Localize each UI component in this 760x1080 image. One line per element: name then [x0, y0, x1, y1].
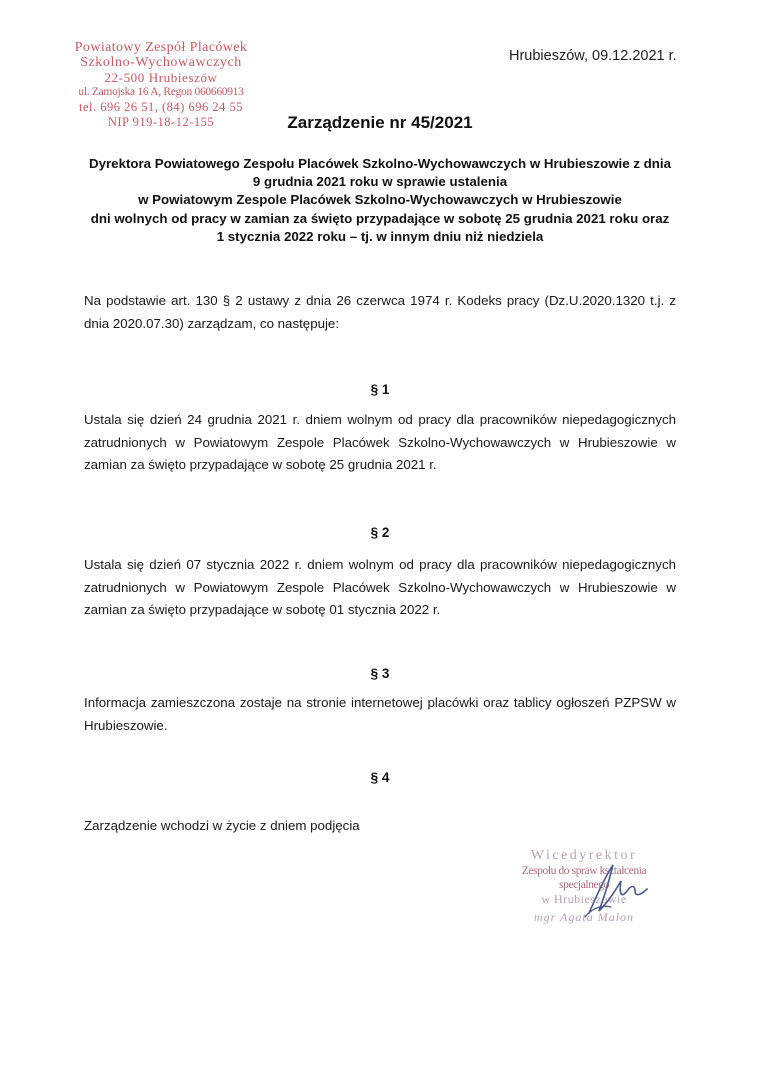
stamp-line-name: Powiatowy Zespół Placówek: [74, 40, 248, 55]
subject-line: 9 grudnia 2021 roku w sprawie ustalenia: [252, 174, 508, 190]
stamp-role: Wicedyrektor: [530, 848, 638, 863]
section-3-heading: § 3: [370, 666, 390, 681]
section-2-heading: § 2: [370, 525, 390, 540]
stamp-person: mgr Agata Malon: [533, 910, 635, 924]
section-4-text: Zarządzenie wchodzi w życie z dniem podjęcia: [84, 818, 360, 833]
document-subject: [84, 155, 676, 246]
section-1-text: Ustala się dzień 24 grudnia 2021 r. dniem wolnym od pracy dla pracowników niepedagogicznych zatrudnionych w Powiatowym Zespole Placówek Szkolno-Wychowawczych w Hrubieszowie w zamian za święto przypadające w sobotę 25 grudnia 2021 r.: [84, 412, 676, 472]
place-and-date: Hrubieszów, 09.12.2021 r.: [509, 48, 677, 64]
subject-line: Dyrektora Powiatowego Zespołu Placówek Szkolno-Wychowawczych w Hrubieszowie z dnia: [89, 156, 671, 171]
stamp-line-postal: 22-500 Hrubieszów: [104, 70, 218, 85]
document-title: Zarządzenie nr 45/2021: [287, 113, 473, 132]
stamp-city: w Hrubieszowie: [541, 892, 627, 906]
stamp-unit: Zespołu do spraw kształcenia specjalnego: [521, 865, 647, 891]
stamp-line-address: ul. Zamojska 16 A, Regon 060660913: [78, 86, 244, 98]
subject-line: w Powiatowym Zespole Placówek Szkolno-Wychowawczych w Hrubieszowie: [138, 192, 622, 208]
stamp-line-name-2: Szkolno-Wychowawczych: [80, 55, 242, 70]
section-1-heading: § 1: [370, 382, 390, 397]
section-3-text: Informacja zamieszczona zostaje na stronie internetowej placówki oraz tablicy ogłoszeń PZPSW w Hrubieszowie.: [84, 695, 676, 733]
subject-line: 1 stycznia 2022 roku – tj. w innym dniu niż niedziela: [216, 228, 544, 244]
handwritten-signature-icon: [575, 855, 655, 925]
section-4-heading: § 4: [370, 770, 390, 785]
section-2-text: Ustala się dzień 07 stycznia 2022 r. dniem wolnym od pracy dla pracowników niepedagogicznych zatrudnionych w Powiatowym Zespole Placówek Szkolno-Wychowawczych w Hrubieszowie w zamian za święto przypadające w sobotę 01 stycznia 2022 r.: [84, 557, 676, 617]
stamp-line-nip: NIP 919-18-12-155: [107, 115, 215, 129]
preamble-paragraph: Na podstawie art. 130 § 2 ustawy z dnia 26 czerwca 1974 r. Kodeks pracy (Dz.U.2020.1320 t.j. z dnia 2020.07.30) zarządzam, co następuje:: [84, 293, 676, 331]
stamp-line-phone: tel. 696 26 51, (84) 696 24 55: [79, 100, 243, 114]
subject-line: dni wolnych od pracy w zamian za święto przypadające w sobotę 25 grudnia 2021 roku oraz: [90, 210, 670, 226]
